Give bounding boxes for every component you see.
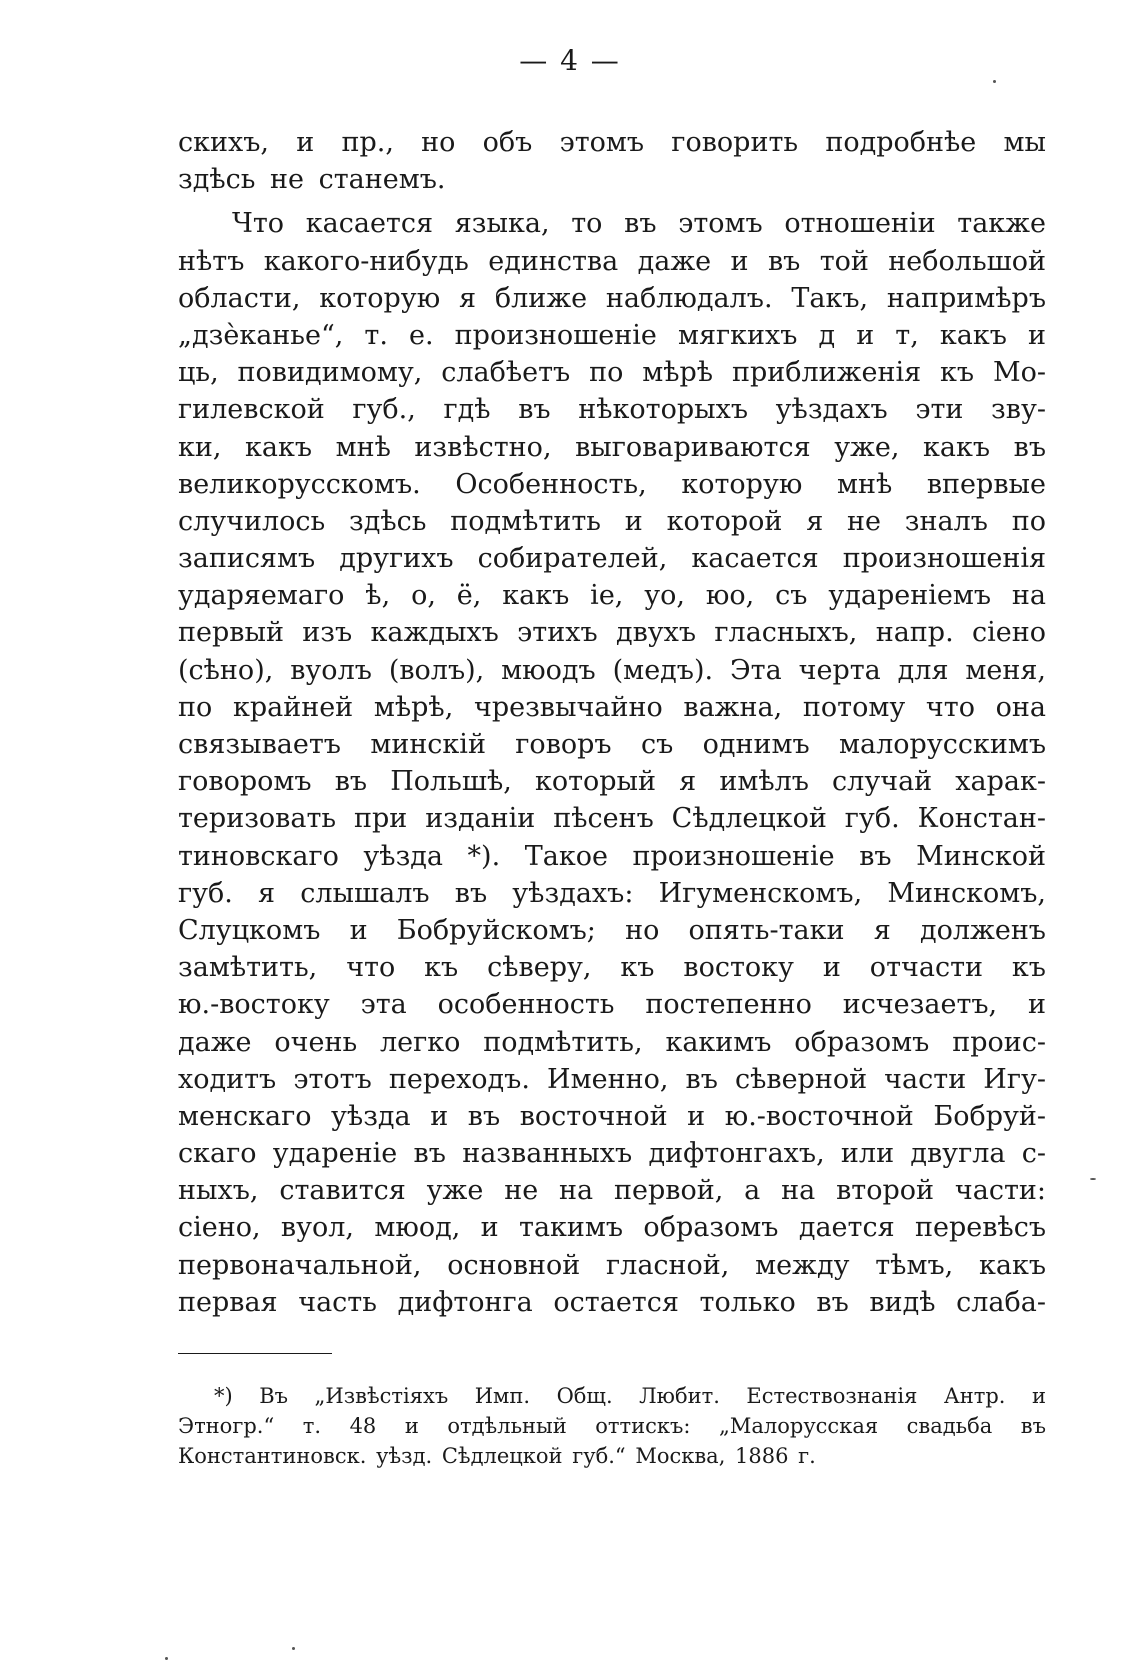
text-line: ць, повидимому, слабѣетъ по мѣрѣ приближенія къ Мо- (178, 357, 1046, 389)
paper-speck (993, 80, 996, 83)
text-line: великорусскомъ. Особенность, которую мнѣ впервые (178, 468, 1046, 500)
main-text (178, 124, 1046, 1321)
footnote-line: Константиновск. уѣзд. Сѣдлецкой губ.“ Москва, 1886 г. (178, 1444, 816, 1468)
text-line: ю.-востоку эта особенность постепенно исчезаетъ, и (178, 989, 1046, 1021)
text-line: Что касается языка, то въ этомъ отношеніи также (232, 208, 1046, 240)
text-line: случилось здѣсь подмѣтить и которой я не зналъ по (178, 505, 1046, 537)
text-line: замѣтить, что къ сѣверу, къ востоку и отчасти къ (178, 952, 1046, 984)
paper-speck (165, 1657, 168, 1660)
text-line: менскаго уѣзда и въ восточной и ю.-восточной Бобруй- (178, 1100, 1046, 1132)
footnote (178, 1381, 1046, 1471)
text-line: нѣтъ какого-нибудь единства даже и въ той небольшой (178, 245, 1046, 277)
text-line: по крайней мѣрѣ, чрезвычайно важна, потому что она (178, 691, 1046, 723)
text-line: сіено, вуол, мюод, и такимъ образомъ дается перевѣсъ (178, 1212, 1046, 1244)
paper-speck (1090, 1178, 1096, 1180)
text-line: первоначальной, основной гласной, между тѣмъ, какъ (178, 1249, 1046, 1281)
text-line: области, которую я ближе наблюдалъ. Такъ, напримѣръ (178, 282, 1046, 314)
footnote-line: Этногр.“ т. 48 и отдѣльный оттискъ: „Малорусская свадьба въ (178, 1414, 1046, 1438)
text-line: говоромъ въ Польшѣ, который я имѣлъ случай харак- (178, 766, 1046, 798)
text-line: губ. я слышалъ въ уѣздахъ: Игуменскомъ, Минскомъ, (178, 877, 1046, 909)
text-line: скаго удареніе въ названныхъ дифтонгахъ, или двугла с- (178, 1138, 1046, 1170)
paper-speck (292, 1647, 295, 1650)
text-line: ки, какъ мнѣ извѣстно, выговариваются уже, какъ въ (178, 431, 1046, 463)
text-line: связываетъ минскій говоръ съ однимъ малорусскимъ (178, 729, 1046, 760)
text-line: „дзѐканье“, т. е. произношеніе мягкихъ д и т, какъ и (178, 319, 1046, 351)
text-line: (сѣно), вуолъ (волъ), мюодъ (медъ). Эта черта для меня, (178, 654, 1046, 686)
text-line: Слуцкомъ и Бобруйскомъ; но опять-таки я долженъ (178, 914, 1046, 946)
text-line: записямъ другихъ собирателей, касается произношенія (178, 543, 1046, 575)
page-number: — 4 — (519, 44, 621, 77)
text-line: первый изъ каждыхъ этихъ двухъ гласныхъ, напр. сіено (178, 617, 1046, 649)
text-line: здѣсь не станемъ. (178, 164, 446, 196)
footnote-divider (178, 1353, 332, 1354)
text-line: гилевской губ., гдѣ въ нѣкоторыхъ уѣздахъ эти зву- (178, 394, 1046, 426)
text-line: ходитъ этотъ переходъ. Именно, въ сѣверной части Игу- (178, 1063, 1046, 1095)
text-line: ныхъ, ставится уже не на первой, а на второй части: (178, 1175, 1046, 1207)
text-line: первая часть дифтонга остается только въ видѣ слаба- (178, 1286, 1046, 1318)
paragraph-gap (178, 198, 1046, 205)
footnote-line: *) Въ „Извѣстіяхъ Имп. Общ. Любит. Естествознанія Антр. и (214, 1384, 1046, 1408)
text-line: теризовать при изданіи пѣсенъ Сѣдлецкой губ. Констан- (178, 803, 1046, 835)
text-line: ударяемаго ѣ, о, ё, какъ іе, уо, юо, съ удареніемъ на (178, 580, 1046, 612)
text-line: скихъ, и пр., но объ этомъ говорить подробнѣе мы (178, 127, 1046, 158)
text-line: тиновскаго уѣзда *). Такое произношеніе въ Минской (178, 840, 1046, 872)
text-line: даже очень легко подмѣтить, какимъ образомъ проис- (178, 1026, 1046, 1058)
